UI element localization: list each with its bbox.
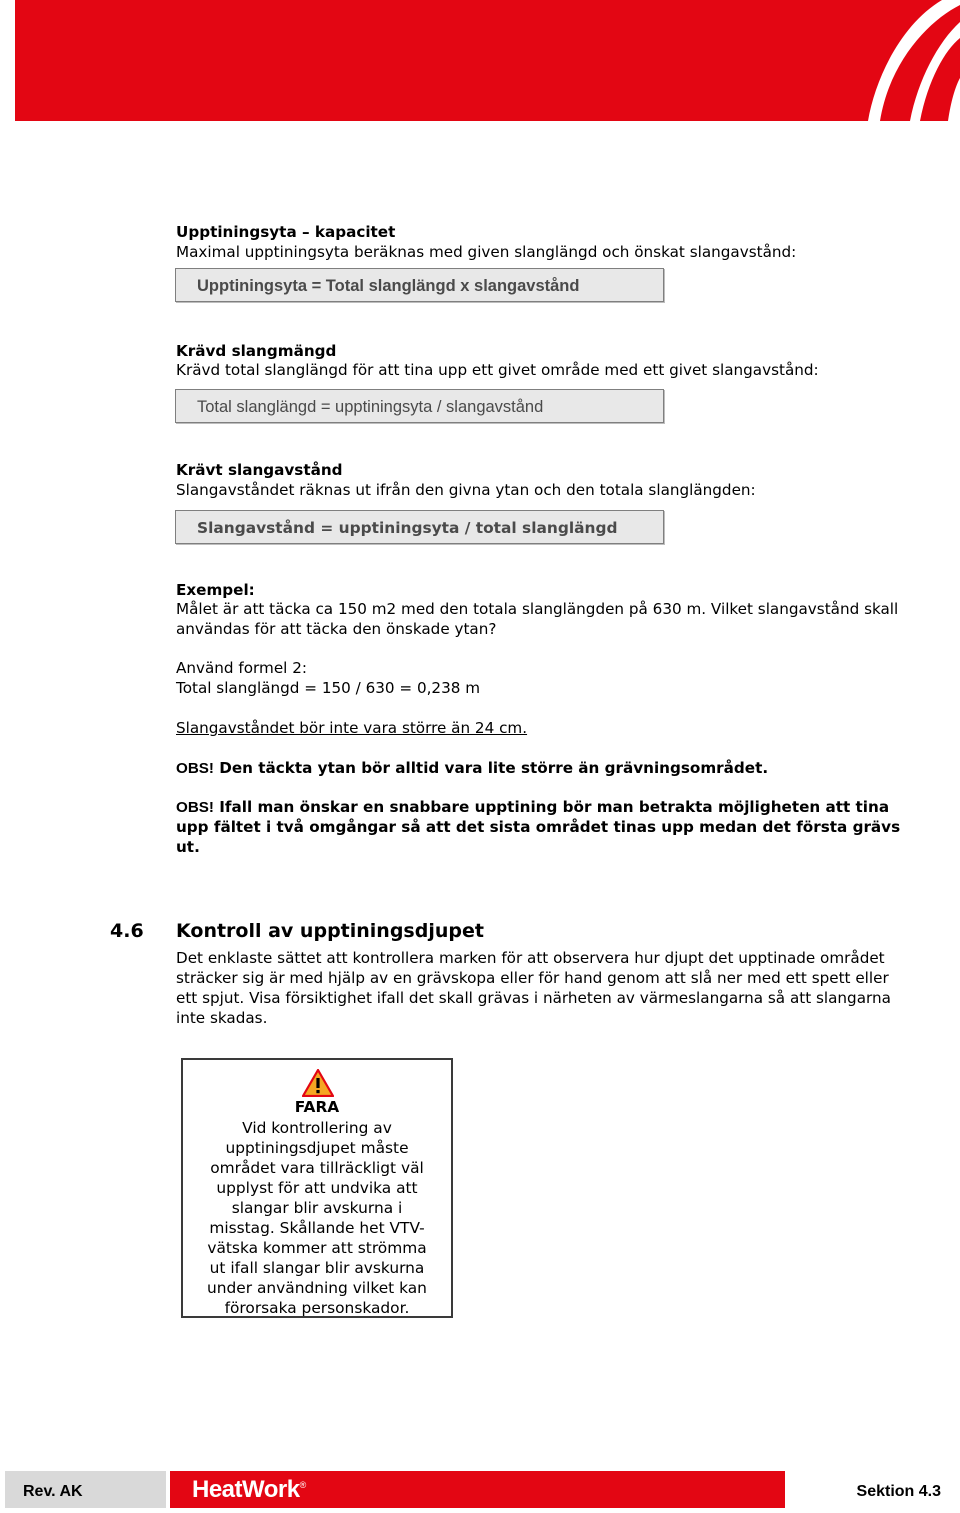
required-hose-title: Krävd slangmängd	[176, 342, 337, 360]
obs-note-1	[176, 758, 768, 779]
obs-text: Ifall man önskar en snabbare upptining bör man betrakta möjligheten att tina	[219, 798, 890, 816]
obs-note-2-line-1	[176, 797, 889, 818]
section-body-line-2: sträcker sig är med hjälp av en grävskopa eller för hand genom att slå ner med ett spett eller	[176, 969, 889, 987]
warning-line: området vara tillräckligt väl	[210, 1159, 424, 1177]
section-body-line-1: Det enklaste sättet att kontrollera marken för att observera hur djupt det upptinade området	[176, 949, 885, 967]
warning-line: slangar blir avskurna i	[231, 1199, 403, 1217]
example-calculation: Total slanglängd = 150 / 630 = 0,238 m	[176, 679, 481, 697]
warning-line: vätska kommer att strömma	[207, 1239, 427, 1257]
header-bar	[15, 0, 960, 121]
example-line-2: användas för att täcka den önskade ytan?	[176, 620, 497, 638]
example-conclusion: Slangavståndet bör inte vara större än 24 cm.	[176, 719, 528, 737]
footer	[5, 1471, 955, 1508]
header-swoosh-graphic	[820, 0, 960, 121]
footer-brand-bar	[170, 1471, 955, 1508]
logo-text: HeatWork	[192, 1476, 300, 1503]
section-body-line-3: ett spjut. Visa försiktighet ifall det skall grävas i närheten av värmeslangarna så att slangarna	[176, 989, 891, 1007]
footer-section-cell	[785, 1471, 955, 1508]
required-hose-intro: Krävd total slanglängd för att tina upp ett givet område med ett givet slangavstånd:	[176, 361, 819, 379]
obs-label: OBS!	[176, 799, 214, 816]
section-body-line-4: inte skadas.	[176, 1009, 268, 1027]
warning-line: under användning vilket kan	[207, 1279, 427, 1297]
warning-line: Vid kontrollering av	[242, 1119, 392, 1137]
required-spacing-title: Krävt slangavstånd	[176, 461, 343, 479]
example-use-formula: Använd formel 2:	[176, 659, 307, 677]
required-spacing-intro: Slangavståndet räknas ut ifrån den givna ytan och den totala slanglängden:	[176, 481, 756, 499]
capacity-formula: Upptiningsyta = Total slanglängd x slangavstånd	[175, 268, 664, 302]
section-title: Kontroll av upptiningsdjupet	[176, 920, 484, 942]
obs-text: Den täckta ytan bör alltid vara lite större än grävningsområdet.	[219, 759, 769, 777]
obs-label: OBS!	[176, 760, 214, 777]
example-line-1: Målet är att täcka ca 150 m2 med den totala slanglängden på 630 m. Vilket slangavstånd skall	[176, 600, 899, 618]
warning-line: förorsaka personskador.	[224, 1299, 410, 1317]
warning-line: upplyst för att undvika att	[216, 1179, 418, 1197]
required-hose-formula: Total slanglängd = upptiningsyta / slangavstånd	[175, 389, 664, 423]
obs-note-2-line-3: ut.	[176, 838, 200, 856]
warning-body	[183, 1118, 451, 1318]
section-number: 4.6	[110, 920, 144, 942]
capacity-intro: Maximal upptiningsyta beräknas med given slanglängd och önskat slangavstånd:	[176, 243, 797, 261]
registered-mark-icon: ®	[299, 1480, 306, 1490]
warning-title: FARA	[294, 1098, 340, 1116]
warning-line: ut ifall slangar blir avskurna	[209, 1259, 425, 1277]
obs-note-2-line-2: upp fältet i två omgångar så att det sista området tinas upp medan det första grävs	[176, 818, 901, 836]
example-title: Exempel:	[176, 581, 255, 599]
capacity-title: Upptiningsyta – kapacitet	[176, 223, 396, 241]
revision-label: Rev. AK	[23, 1483, 83, 1500]
warning-line: misstag. Skållande het VTV-	[209, 1219, 425, 1237]
warning-box	[181, 1058, 453, 1318]
warning-line: upptiningsdjupet måste	[225, 1139, 409, 1157]
heatwork-logo	[192, 1476, 306, 1504]
required-spacing-formula: Slangavstånd = upptiningsyta / total slanglängd	[175, 510, 664, 544]
footer-revision-cell	[5, 1471, 168, 1508]
section-label: Sektion 4.3	[856, 1483, 941, 1500]
warning-triangle-icon	[302, 1069, 334, 1097]
